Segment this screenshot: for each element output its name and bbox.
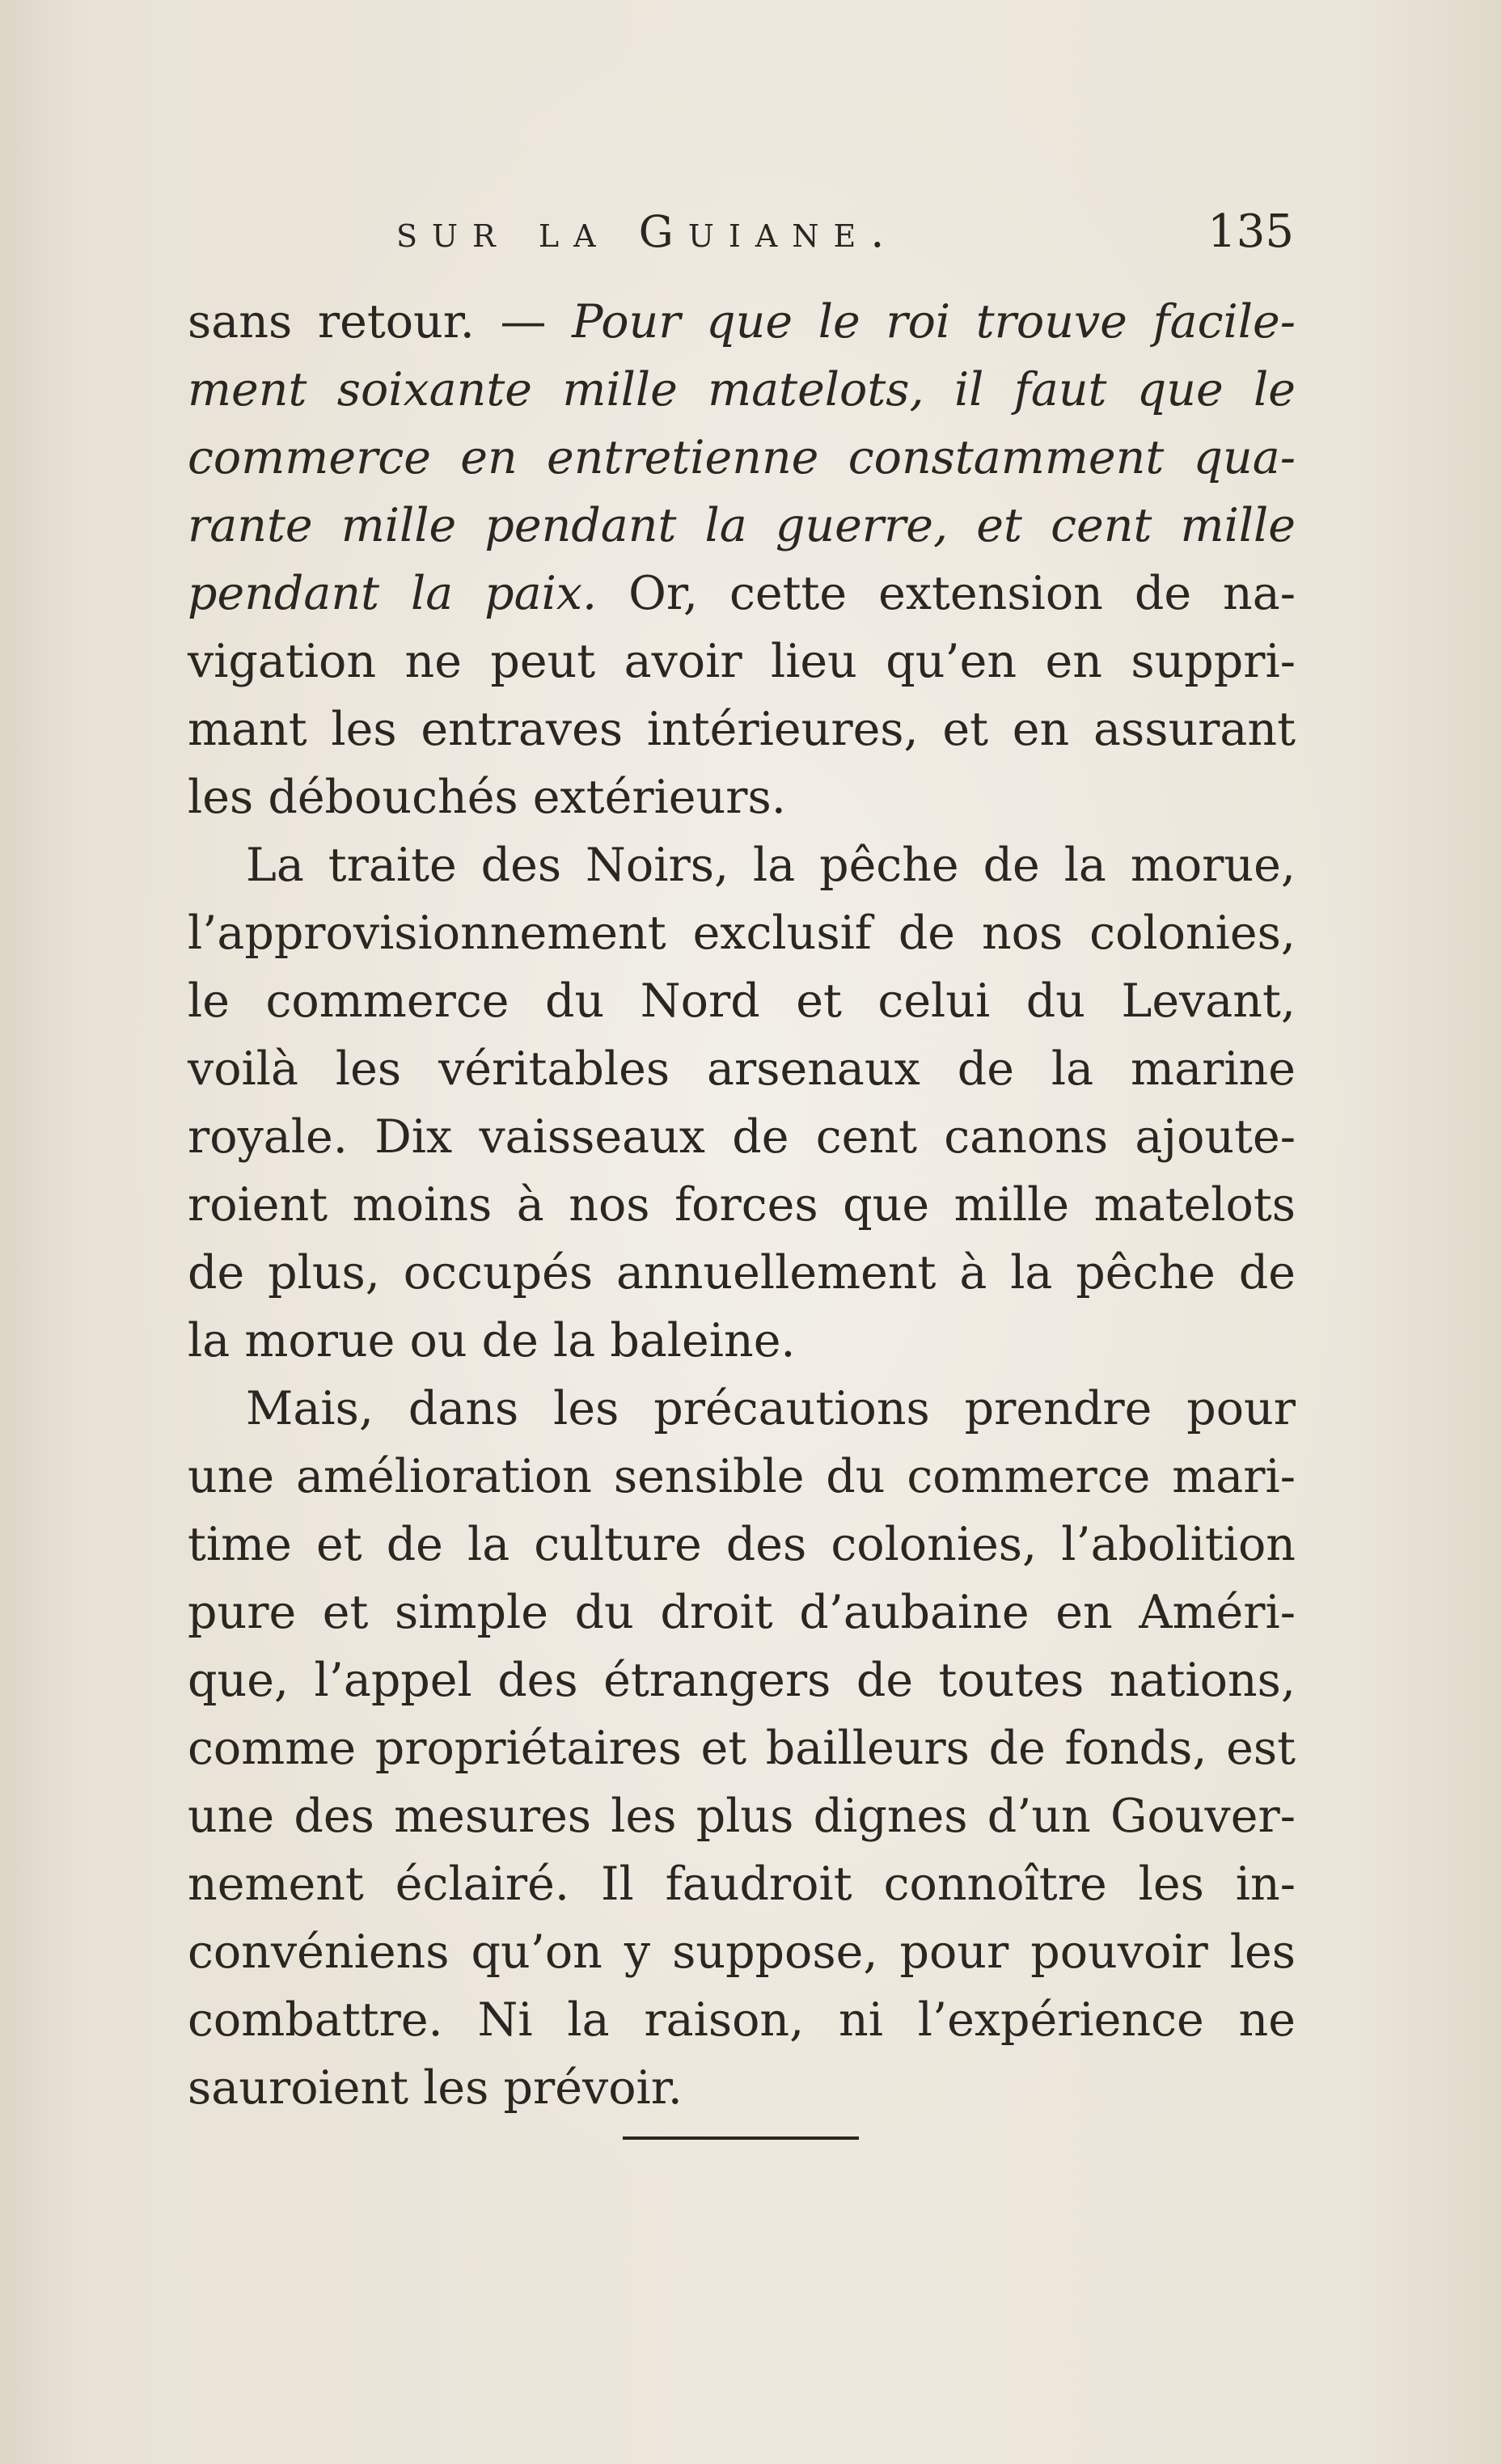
text-span: Or, cette extension de na- bbox=[597, 567, 1296, 620]
section-end-rule bbox=[623, 2136, 859, 2140]
text-line: La traite des Noirs, la pêche de la morue, bbox=[246, 839, 1296, 892]
text-line: Mais, dans les précautions prendre pour bbox=[246, 1382, 1296, 1435]
text-line: voilà les véritables arsenaux de la marine bbox=[188, 1042, 1296, 1096]
text-line: l’approvisionnement exclusif de nos colonies, bbox=[188, 907, 1296, 960]
text-line bbox=[188, 288, 1296, 356]
body-text bbox=[188, 288, 1296, 2122]
paragraph-2 bbox=[188, 831, 1296, 1375]
running-head bbox=[396, 204, 1294, 260]
text-line: rante mille pendant la guerre, et cent mille bbox=[188, 499, 1296, 552]
text-line: royale. Dix vaisseaux de cent canons ajoute- bbox=[188, 1110, 1296, 1164]
text-line: roient moins à nos forces que mille matelots bbox=[188, 1178, 1296, 1232]
text-line: de plus, occupés annuellement à la pêche de bbox=[188, 1246, 1296, 1300]
italic-span: Pour que le roi trouve facile- bbox=[572, 295, 1296, 349]
text-line: les débouchés extérieurs. bbox=[188, 771, 786, 824]
text-line: la morue ou de la baleine. bbox=[188, 1314, 796, 1367]
paragraph-1 bbox=[188, 288, 1296, 831]
text-line: combattre. Ni la raison, ni l’expérience ne bbox=[188, 1993, 1296, 2047]
text-line: convéniens qu’on y suppose, pour pouvoir les bbox=[188, 1925, 1296, 1979]
text-line: comme propriétaires et bailleurs de fonds, est bbox=[188, 1722, 1296, 1775]
text-line: ment soixante mille matelots, il faut que le bbox=[188, 363, 1296, 416]
text-line: commerce en entretienne constamment qua- bbox=[188, 431, 1296, 484]
text-line bbox=[188, 560, 1296, 628]
text-span: sans retour. — bbox=[188, 295, 573, 349]
text-line: nement éclairé. Il faudroit connoître les in- bbox=[188, 1858, 1296, 1911]
page-number: 135 bbox=[1207, 205, 1294, 258]
italic-span: pendant la paix. bbox=[188, 567, 598, 620]
text-line: que, l’appel des étrangers de toutes nations, bbox=[188, 1654, 1296, 1707]
text-line: une des mesures les plus dignes d’un Gouver- bbox=[188, 1790, 1296, 1843]
text-line: mant les entraves intérieures, et en assurant bbox=[188, 703, 1296, 756]
text-line: vigation ne peut avoir lieu qu’en en suppri- bbox=[188, 635, 1296, 688]
text-line: pure et simple du droit d’aubaine en Améri- bbox=[188, 1586, 1296, 1639]
text-line: une amélioration sensible du commerce mari- bbox=[188, 1450, 1296, 1503]
text-line: time et de la culture des colonies, l’abolition bbox=[188, 1518, 1296, 1571]
running-title: sur la Guiane. bbox=[396, 206, 899, 257]
text-line: le commerce du Nord et celui du Levant, bbox=[188, 974, 1296, 1028]
text-line: sauroient les prévoir. bbox=[188, 2061, 683, 2115]
paragraph-3 bbox=[188, 1375, 1296, 2122]
